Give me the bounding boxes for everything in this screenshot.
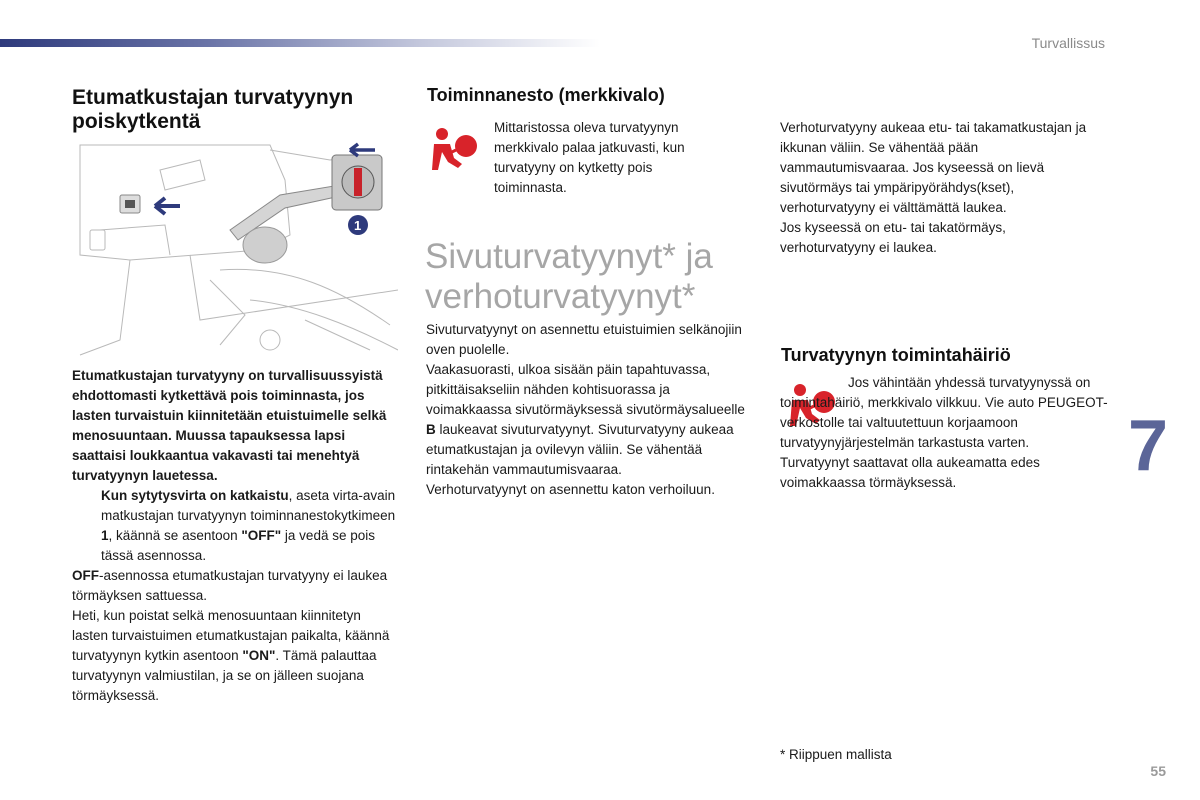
middle-body-b: Vaakasuorasti, ulkoa sisään päin tapahtuvassa, pitkittäisakseliin nähden kohtisuorassa ja voimakkaassa sivutörmäyksessä sivutörmäysalueelle B laukeavat sivuturvatyynyt. Sivuturvatyyny aukeaa etumatkustajan ja ovilevyn väliin. Se vähentää rintakehän vammautumisvaaraa. bbox=[426, 362, 745, 477]
left-title: Etumatkustajan turvatyynyn poiskytkentä bbox=[72, 86, 354, 133]
airbag-warning-icon bbox=[428, 124, 486, 172]
right-subtitle: Turvatyynyn toimintahäiriö bbox=[781, 345, 1011, 365]
page-number: 55 bbox=[1150, 763, 1166, 779]
right-body bbox=[780, 118, 1090, 258]
right-fault-text: Jos vähintään yhdessä turvatyynyssä on toimintahäiriö, merkkivalo vilkkuu. Vie auto PEUGEOT-verkostolle tai valtuutettuun korjaamoon turvatyynyjärjestelmän tarkastusta varten. bbox=[780, 375, 1108, 450]
left-bullet-step: Kun sytytysvirta on katkaistu, aseta virta-avain matkustajan turvatyynyn toiminnanestokytkimeen 1, käännä se asentoon "OFF" ja vedä se pois tässä asennossa. bbox=[101, 488, 396, 563]
chapter-number: 7 bbox=[1128, 406, 1169, 486]
right-fault-block bbox=[780, 373, 1110, 493]
right-para1: Verhoturvatyyny aukeaa etu- tai takamatkustajan ja ikkunan väliin. Se vähentää pään vammautumisvaaraa. Jos kyseessä on lievä sivutörmäys tai ympäripyörähdys(kset), verhoturvatyyny ei välttämättä laukea. bbox=[780, 120, 1087, 215]
left-body bbox=[72, 366, 397, 706]
illustration-callout-1: 1 bbox=[354, 218, 362, 233]
left-reenable-note: Heti, kun poistat selkä menosuuntaan kiinnitetyn lasten turvaistuimen etumatkustajan paikalta, käännä turvatyynyn kytkin asentoon "ON". Tämä palauttaa turvatyynyn valmiustilan, ja se on jälleen suojana törmäyksessä. bbox=[72, 608, 390, 703]
middle-warning-text: Mittaristossa oleva turvatyynyn merkkivalo palaa jatkuvasti, kun turvatyyny on kytketty pois toiminnasta. bbox=[494, 120, 685, 195]
middle-body-a: Sivuturvatyynyt on asennettu etuistuimien selkänojiin oven puolelle. bbox=[426, 322, 742, 357]
left-off-note: OFF-asennossa etumatkustajan turvatyyny ei laukea törmäyksen sattuessa. bbox=[72, 568, 388, 603]
footnote: * Riippuen mallista bbox=[780, 747, 892, 762]
side-airbags-title: Sivuturvatyynyt* ja verhoturvatyynyt* bbox=[425, 237, 713, 316]
middle-subtitle: Toiminnanesto (merkkivalo) bbox=[427, 85, 665, 105]
right-para2: Jos kyseessä on etu- tai takatörmäys, verhoturvatyyny ei laukea. bbox=[780, 220, 1006, 255]
right-fault-text2: Turvatyynyt saattavat olla aukeamatta edes voimakkaassa törmäyksessä. bbox=[780, 455, 1040, 490]
header-gradient-bar bbox=[0, 39, 600, 47]
airbag-switch-illustration bbox=[70, 140, 398, 360]
left-intro: Etumatkustajan turvatyyny on turvallisuussyistä ehdottomasti kytkettävä pois toiminnasta, jos lasten turvaistuin kiinnitetään etuistuimelle selkä menosuuntaan. Muussa tapauksessa lapsi saattaisi loukkaantua vakavasti tai menehtyä turvatyynyn lauetessa. bbox=[72, 368, 387, 483]
middle-body-c: Verhoturvatyynyt on asennettu katon verhoiluun. bbox=[426, 482, 715, 497]
section-title: Turvallissus bbox=[1031, 35, 1105, 51]
middle-body bbox=[426, 320, 756, 500]
